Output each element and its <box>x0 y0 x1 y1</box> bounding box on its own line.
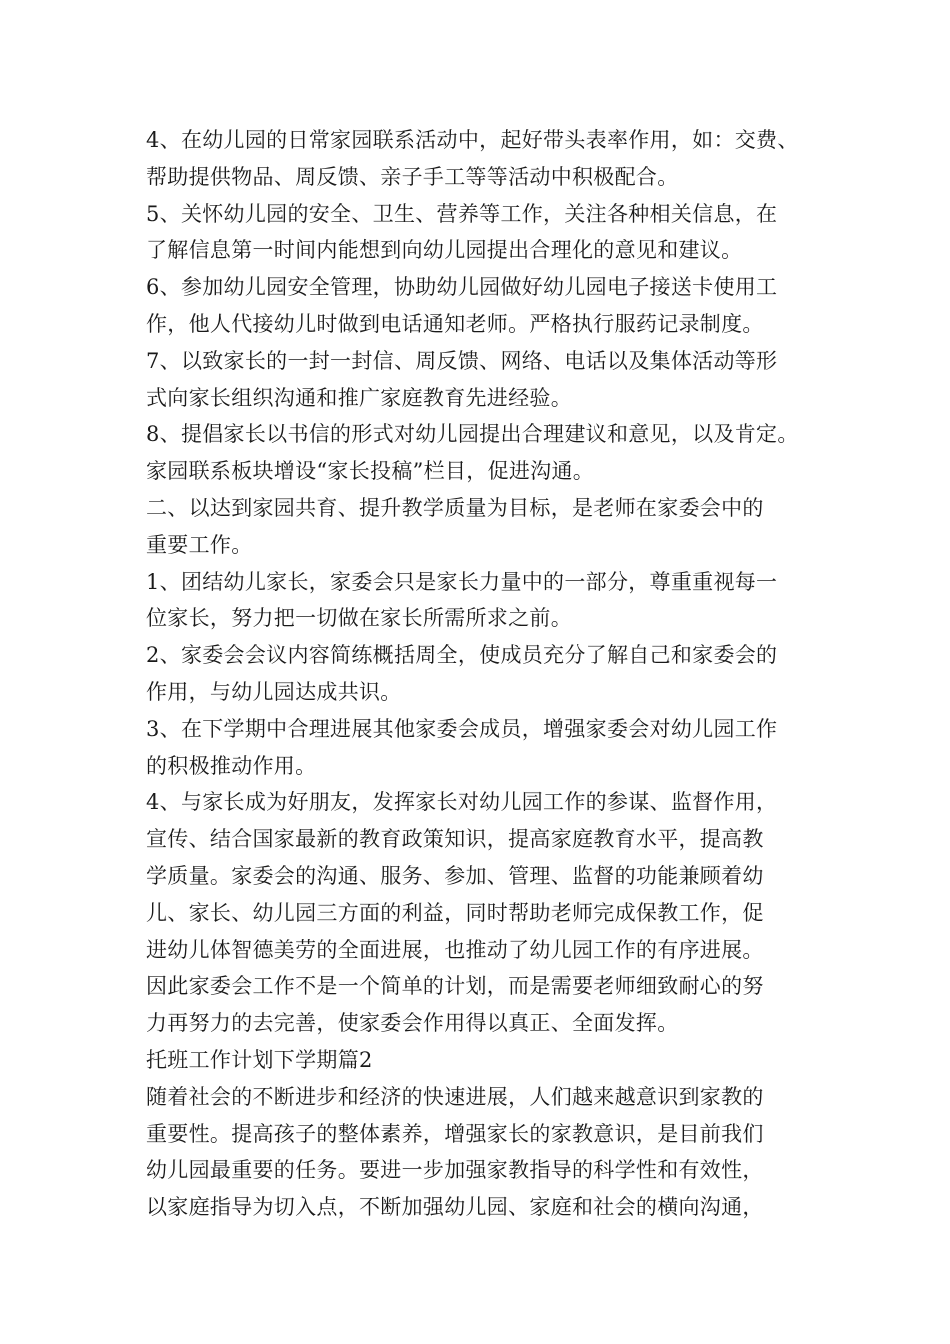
text-line: 式向家长组织沟通和推广家庭教育先进经验。 <box>146 385 572 410</box>
text-line: 因此家委会工作不是一个简单的计划，而是需要老师细致耐心的努 <box>146 974 764 999</box>
text-line: 宣传、结合国家最新的教育政策知识，提高家庭教育水平，提高教 <box>146 827 764 852</box>
text-line: 幼儿园最重要的任务。要进一步加强家教指导的科学性和有效性， <box>146 1158 764 1183</box>
text-line: 学质量。家委会的沟通、服务、参加、管理、监督的功能兼顾着幼 <box>146 863 764 888</box>
text-line: 8、提倡家长以书信的形式对幼儿园提出合理建议和意见，以及肯定。 <box>146 422 799 447</box>
text-line: 重要性。提高孩子的整体素养，增强家长的家教意识，是目前我们 <box>146 1121 764 1146</box>
text-line: 位家长，努力把一切做在家长所需所求之前。 <box>146 606 572 631</box>
text-line: 的积极推动作用。 <box>146 753 317 778</box>
text-line: 7、以致家长的一封一封信、周反馈、网络、电话以及集体活动等形 <box>146 348 778 373</box>
text-line: 6、参加幼儿园安全管理，协助幼儿园做好幼儿园电子接送卡使用工 <box>146 275 778 300</box>
text-line: 3、在下学期中合理进展其他家委会成员，增强家委会对幼儿园工作 <box>146 716 778 741</box>
section-heading-line: 重要工作。 <box>146 532 253 557</box>
text-line: 1、团结幼儿家长，家委会只是家长力量中的一部分，尊重重视每一 <box>146 569 778 594</box>
article-title-line: 托班工作计划下学期篇2 <box>146 1047 373 1072</box>
text-line: 作用，与幼儿园达成共识。 <box>146 679 402 704</box>
document-body <box>146 122 836 1226</box>
text-line: 5、关怀幼儿园的安全、卫生、营养等工作，关注各种相关信息，在 <box>146 201 778 226</box>
text-line: 2、家委会会议内容简练概括周全，使成员充分了解自己和家委会的 <box>146 643 778 668</box>
text-line: 家园联系板块增设“家长投稿”栏目，促进沟通。 <box>146 459 595 484</box>
text-line: 力再努力的去完善，使家委会作用得以真正、全面发挥。 <box>146 1011 679 1036</box>
text-line: 了解信息第一时间内能想到向幼儿园提出合理化的意见和建议。 <box>146 238 743 263</box>
text-line: 以家庭指导为切入点，不断加强幼儿园、家庭和社会的横向沟通， <box>146 1195 764 1220</box>
text-line: 进幼儿体智德美劳的全面进展，也推动了幼儿园工作的有序进展。 <box>146 937 764 962</box>
text-line: 4、在幼儿园的日常家园联系活动中，起好带头表率作用，如：交费、 <box>146 128 799 152</box>
section-heading-line: 二、以达到家园共育、提升教学质量为目标，是老师在家委会中的 <box>146 495 764 520</box>
text-line: 随着社会的不断进步和经济的快速进展，人们越来越意识到家教的 <box>146 1084 764 1109</box>
text-line: 4、与家长成为好朋友，发挥家长对幼儿园工作的参谋、监督作用， <box>146 790 778 815</box>
text-line: 作，他人代接幼儿时做到电话通知老师。严格执行服药记录制度。 <box>146 311 764 336</box>
text-line: 帮助提供物品、周反馈、亲子手工等等活动中积极配合。 <box>146 164 679 189</box>
text-line: 儿、家长、幼儿园三方面的利益，同时帮助老师完成保教工作，促 <box>146 900 764 925</box>
